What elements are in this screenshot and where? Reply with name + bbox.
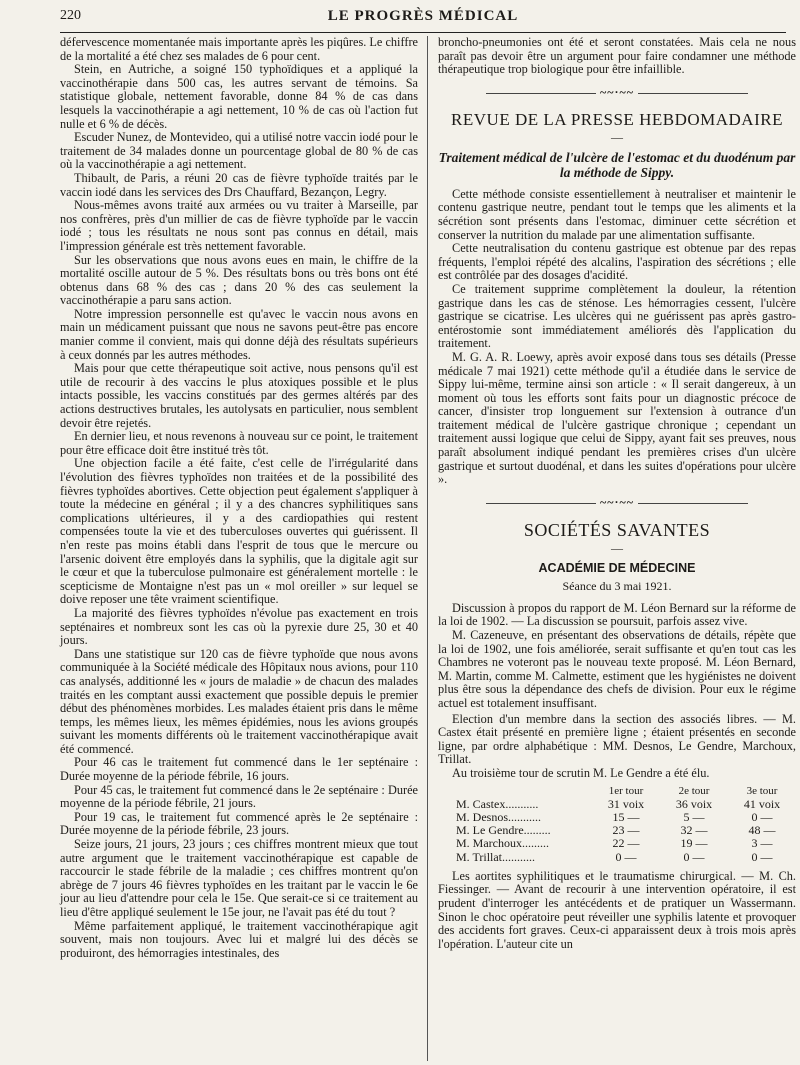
body-paragraph: défervescence momentanée mais importante après les piqûres. Le chiffre de la mortalité a été chez ses malades de 6 pour cent. <box>60 35 418 63</box>
page-number: 220 <box>60 8 81 23</box>
section-heading-societes: SOCIÉTÉS SAVANTES <box>523 519 711 540</box>
column-divider <box>427 36 428 1061</box>
body-paragraph: La majorité des fièvres typhoïdes n'évolue pas exactement en trois septénaires et nombreux sont les cas où la pyrexie dure 25, 30 et 40 jours. <box>60 605 418 648</box>
ornament-divider: ~~·~~ <box>438 495 796 510</box>
vote-row <box>450 798 796 811</box>
revue-paragraph: Cette méthode consiste essentiellement à neutraliser et maintenir le contenu gastrique neutre, pendant tout le temps que les aliments et la sécrétion sont présents dans l'estomac, diminuer cette sécrétion et conserver la nutrition du malade par une alimentation suffisante. <box>438 186 796 242</box>
body-paragraph: En dernier lieu, et nous revenons à nouveau sur ce point, le traitement pour être efficace doit être institué très tôt. <box>60 429 418 457</box>
vote-count: 22 — <box>612 836 640 851</box>
vote-count: 36 voix <box>675 796 713 811</box>
vote-header: 2e tour <box>678 784 710 797</box>
vote-count: 0 — <box>683 849 705 864</box>
revue-paragraph: Ce traitement supprime complètement la douleur, la rétention gastrique dans les cas de sténose. Les hémorragies cessent, l'ulcère gastrique se cicatrise. Les ulcères qui ne guérissent pas après gastro-entérostomie sont immédiatement améliorés dès l'application du traitement. <box>438 281 796 351</box>
body-paragraph: Stein, en Autriche, a soigné 150 typhoïdiques et a appliqué la vaccinothérapie dans 500 cas, les autres servant de témoins. Sa statistique globale, nettement favorable, donne 84 % de cas dans lesquels la vaccinothérapie a agi nettement, 10 % de cas où l'action fut nulle et 6 % de décès. <box>60 62 418 131</box>
vote-table <box>450 785 796 864</box>
ornament-divider: ~~·~~ <box>438 85 796 100</box>
vote-count: 0 — <box>615 849 637 864</box>
article-title: Traitement médical de l'ulcère de l'estomac et du duodénum par la méthode de Sippy. <box>438 149 796 180</box>
societes-paragraph: Election d'un membre dans la section des associés libres. — M. Castex était présenté en première ligne ; étaient présentés en seconde ligne, par ordre alphabétique : MM. Desnos, Le Gendre, Marchoux, Trillat. <box>438 711 796 767</box>
vote-row <box>450 837 796 850</box>
vote-count: 32 — <box>680 823 708 838</box>
body-paragraph: Seize jours, 21 jours, 23 jours ; ces chiffres montrent mieux que tout autre argument que le traitement vaccinothérapique est capable de raccourcir le stade fébrile de la maladie ; ces chiffres montrent qu'on abrège de 7 jours 46 fièvres typhoïdes en les traitant par le vaccin le 6e jour au lieu d'attendre pour cela le 15e. Que serait-ce si ce traitement au lieu d'être appliqué seulement le 15e jour, ne l'avait pas été du tout ? <box>60 837 418 919</box>
body-paragraph: Mais pour que cette thérapeutique soit active, nous pensons qu'il est utile de recourir à des vaccins le plus atoxiques possible et le plus intacts possible, les vaccins constitués par des germes altérés par des actions destructives brutales, les autolysats en particulier, nous semblent devoir être rejetés. <box>60 361 418 430</box>
vote-count: 23 — <box>612 823 640 838</box>
vote-count: 5 — <box>683 809 705 824</box>
section-heading-revue: REVUE DE LA PRESSE HEBDOMADAIRE <box>451 109 783 129</box>
body-paragraph: Nous-mêmes avons traité aux armées ou vu traiter à Marseille, par nos confrères, près d'un millier de cas de fièvre typhoïde par le vaccin iodé ; tous les résultats ne nous sont pas connus en détail, mais l'impression générale est très nettement favorable. <box>60 198 418 253</box>
body-paragraph: Pour 46 cas le traitement fut commencé dans le 1er septénaire : Durée moyenne de la période fébrile, 16 jours. <box>60 755 418 784</box>
vote-header: 1er tour <box>608 784 644 797</box>
candidate-name: M. Castex........... <box>456 796 539 811</box>
academy-heading: ACADÉMIE DE MÉDECINE <box>538 560 696 575</box>
societes-paragraph: M. Cazeneuve, en présentant des observations de détails, répète que la loi de 1902, une fois améliorée, serait suffisante et qu'en tout cas les Chambres ne voteront pas le nouveau texte proposé. M. Léon Bernard, M. Martin, comme M. Calmette, estiment que les hygiénistes ne doivent plus être sous la dépendance des chefs de division. Pour eux le régime actuel est totalement insuffisant. <box>438 628 796 710</box>
vote-count: 0 — <box>751 809 773 824</box>
body-paragraph: Même parfaitement appliqué, le traitement vaccinothérapique agit souvent, mais non toujours. Avec lui et malgré lui des décès se produiront, des hémorragies intestinales, des <box>60 918 418 960</box>
body-paragraph: Thibault, de Paris, a réuni 20 cas de fièvre typhoïde traités par le vaccin iodé dans les services des Drs Chauffard, Bezançon, Legry. <box>60 170 418 199</box>
left-column <box>60 36 418 960</box>
two-column-body <box>60 36 796 1061</box>
vote-count: 15 — <box>612 809 640 824</box>
vote-header: 3e tour <box>746 784 778 797</box>
vote-count: 19 — <box>680 836 708 851</box>
societes-paragraph: Au troisième tour de scrutin M. Le Gendre a été élu. <box>452 765 710 780</box>
vote-count: 3 — <box>751 836 773 851</box>
body-paragraph: Une objection facile a été faite, c'est celle de l'irrégularité dans l'évolution des fièvres typhoïdes non traitées et de la possibilité des fièvres typhoïdes abortives. Cette objection peut également s'appliquer à toute la médecine en général ; il y a des chancres syphilitiques sans complications ultérieures, il y a des cardiopathies qui restent compensées toute la vie et des tuberculoses ouvertes qui guérissent. Il n'en reste pas moins établi dans l'esprit de tous que le mercure ou l'arsenic doivent être employés dans la syphilis, que la digitale agit sur le cœur et que la tuberculose pulmonaire est généralement mortelle : le scepticisme de Montaigne n'est pas un « mol oreiller » sur lequel se doive reposer une tête vraiment scientifique. <box>60 456 418 607</box>
body-paragraph: Pour 45 cas, le traitement fut commencé dans le 2e septénaire : Durée moyenne de la période fébrile, 21 jours. <box>60 782 418 811</box>
seance-date: Séance du 3 mai 1921. <box>562 578 672 593</box>
candidate-name: M. Marchoux......... <box>456 836 549 851</box>
vote-count: 48 — <box>748 823 776 838</box>
final-paragraph: Les aortites syphilitiques et le traumatisme chirurgical. — M. Ch. Fiessinger. — Avant de recourir à une intervention opératoire, il est prudent d'interroger les antécédents et de pratiquer un Wassermann. Sinon le choc opératoire peut réveiller une syphilis latente et provoquer des accidents fort graves. Ceux-ci apparaissent deux à trois mois après l'opération. L'auteur cite un <box>438 868 796 951</box>
body-paragraph: Sur les observations que nous avons eues en main, le chiffre de la mortalité oscille autour de 5 %. Des résultats bons ou très bons ont été obtenus dans 68 % des cas ; dans 20 % des cas seulement la vaccinothérapie a paru sans action. <box>60 252 418 308</box>
vote-count: 31 voix <box>607 796 645 811</box>
candidate-name: M. Trillat........... <box>456 849 536 864</box>
right-column <box>438 36 796 951</box>
vote-row <box>450 851 796 864</box>
vote-count: 41 voix <box>743 796 781 811</box>
journal-title: LE PROGRÈS MÉDICAL <box>327 8 519 24</box>
vote-count: 0 — <box>751 849 773 864</box>
body-paragraph: Pour 19 cas, le traitement fut commencé après le 2e septénaire : Durée moyenne de la période fébrile, 23 jours. <box>60 809 418 838</box>
revue-paragraph: M. G. A. R. Loewy, après avoir exposé dans tous ses détails (Presse médicale 7 mai 1921) cette méthode qu'il a étudiée dans le service de Sippy lui-même, termine ainsi son article : « Il serait dangereux, à un moment où tous les efforts sont faits pour un diagnostic précoce de cancer, d'insister trop longuement sur l'extension à outrance d'un traitement médical de l'ulcère gastrique chronique ; cependant un traitement aussi logique que celui de Sippy, ayant fait ses preuves, nous paraît absolument indiqué pendant les premières crises d'un ulcère gastrique et surtout duodénal, et dans les suites d'opérations pour ulcère ». <box>438 349 796 487</box>
revue-paragraph: Cette neutralisation du contenu gastrique est obtenue par des repas fréquents, l'emploi répété des alcalins, l'aspiration des sécrétions ; elle est contrôlée par des dosages d'acidité. <box>438 241 796 283</box>
body-paragraph: Dans une statistique sur 120 cas de fièvre typhoïde que nous avons communiquée à la Société médicale des Hôpitaux nous avions, pour 110 cas analysés, additionné les « jours de maladie » de chacun des malades traités en les comptant aussi exactement que possible depuis le premier début des phénomènes morbides. Les malades étaient pris dans le même temps, les mêmes lieux, les mêmes épidémies, nous les avions groupés suivant les moments différents où le traitement vaccinothérapique avait été commencé. <box>60 646 418 756</box>
continuation-paragraph: broncho-pneumonies ont été et seront constatées. Mais cela ne nous paraît pas devoir être un argument pour faire condamner une méthode thérapeutique trop biologique pour être infaillible. <box>438 35 796 77</box>
societes-paragraph: Discussion à propos du rapport de M. Léon Bernard sur la réforme de la loi de 1902. — La discussion se poursuit, parfois assez vive. <box>438 600 796 629</box>
running-header <box>60 6 786 33</box>
body-paragraph: Escuder Nunez, de Montevideo, qui a utilisé notre vaccin iodé pour le traitement de 34 malades donne un pourcentage global de 80 % de cas où la vaccinothérapie a agi nettement. <box>60 130 418 172</box>
heading-dash: — <box>611 129 623 144</box>
heading-dash: — <box>611 540 623 555</box>
candidate-name: M. Desnos........... <box>456 809 542 824</box>
body-paragraph: Notre impression personnelle est qu'avec le vaccin nous avons en main un médicament puissant que nous ne savons peut-être pas encore manier comme il convient, mais qui donne déjà des résultats supérieurs à ceux donnés par les autres méthodes. <box>60 306 418 362</box>
candidate-name: M. Le Gendre......... <box>456 823 551 838</box>
